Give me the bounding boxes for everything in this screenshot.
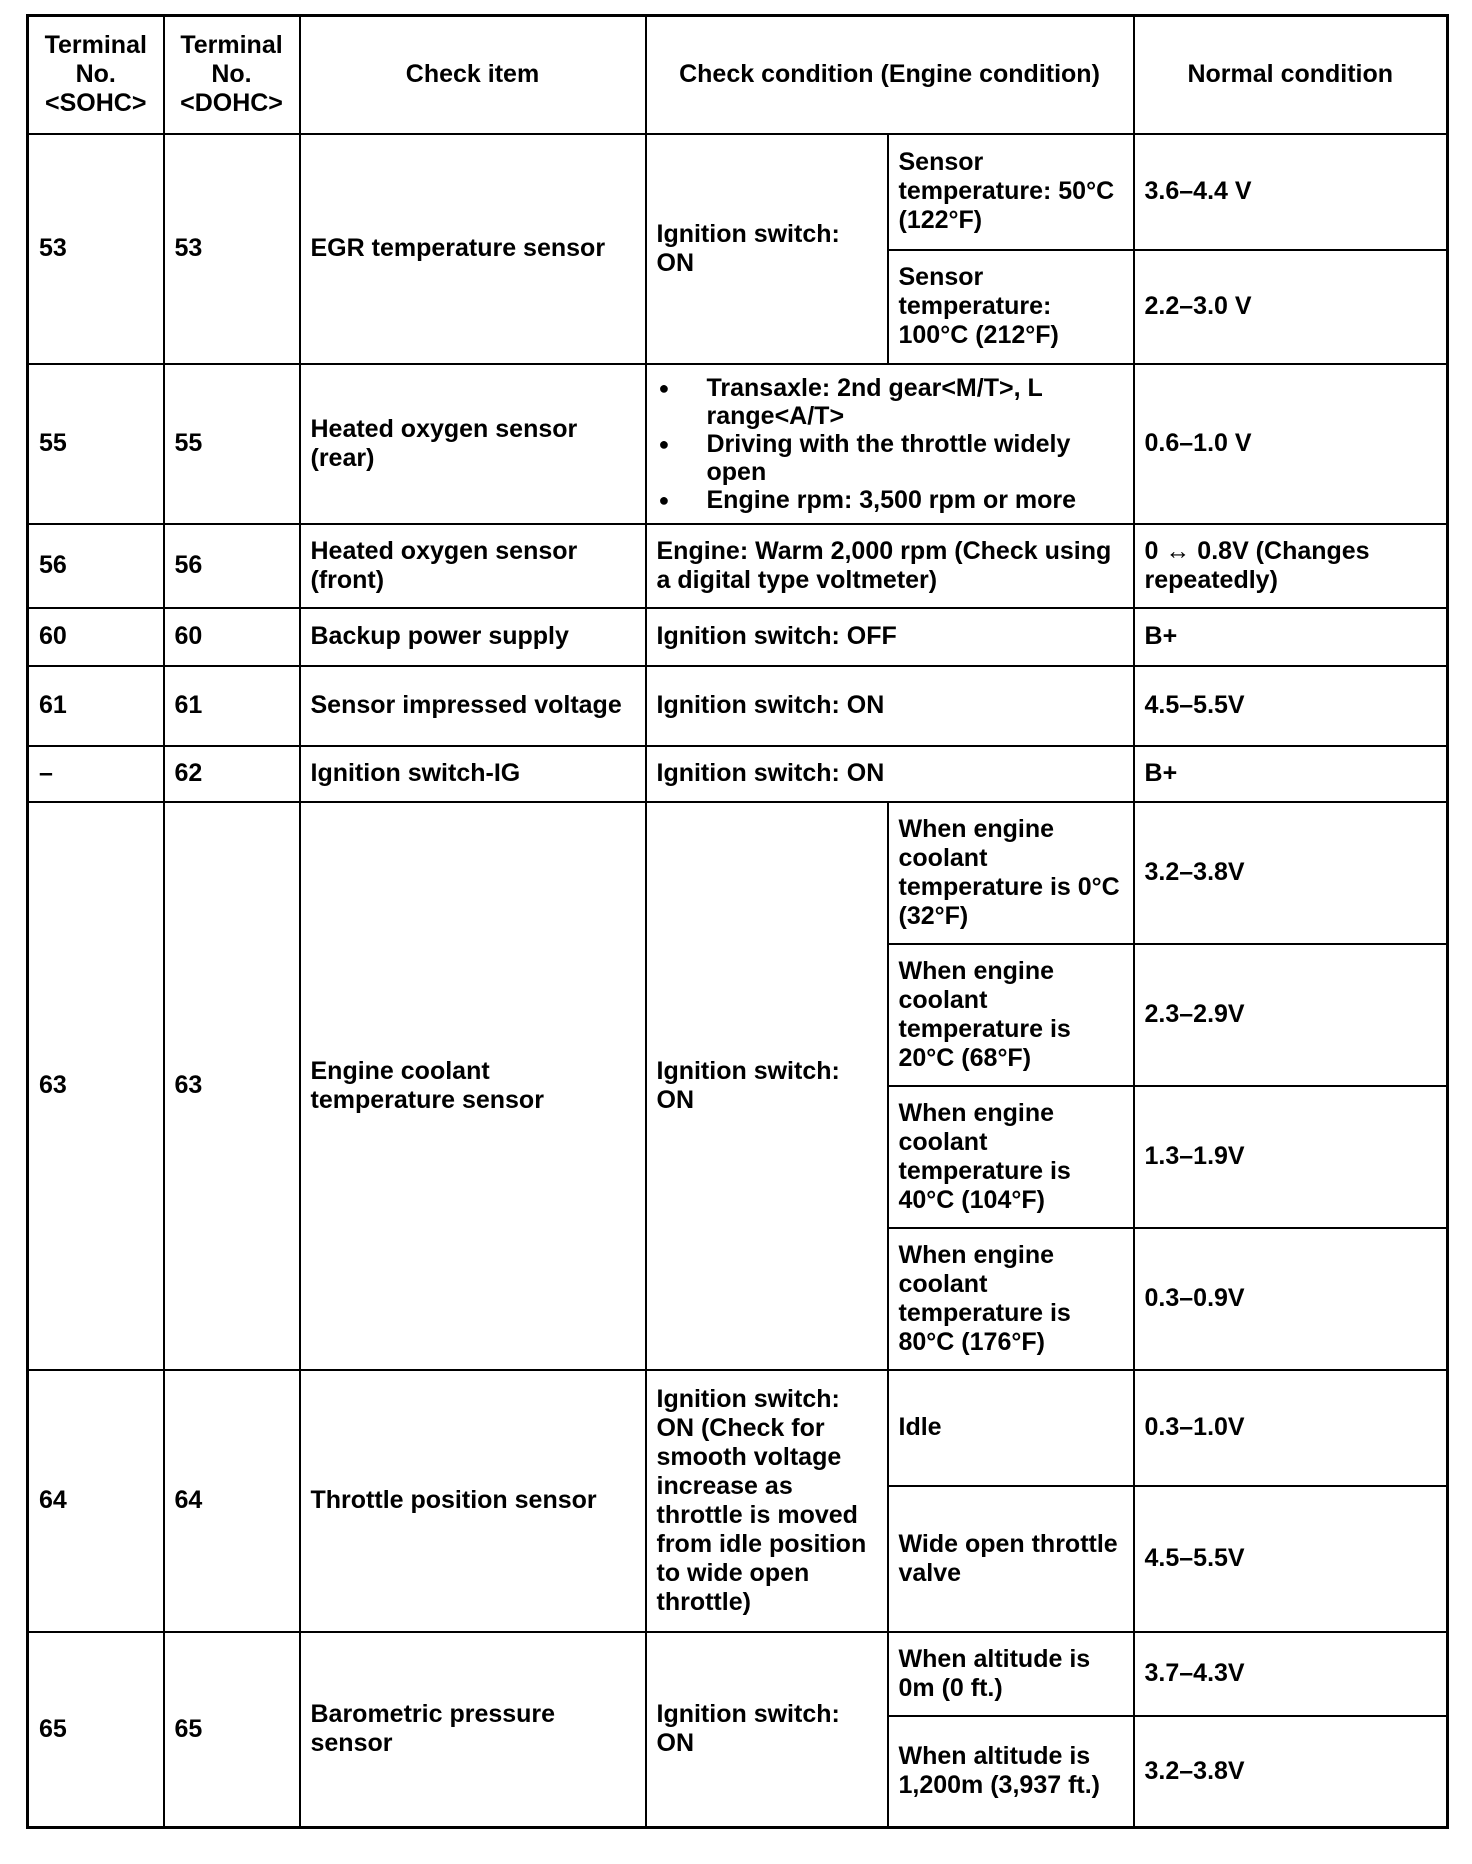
terminal-check-table <box>26 14 1449 1829</box>
sub-condition-cell: Wide open throttle valve <box>888 1486 1134 1632</box>
terminal-dohc-cell: 55 <box>164 364 300 524</box>
check-condition-cell: Ignition switch: ON <box>646 666 1134 746</box>
table-row <box>28 364 1448 524</box>
check-condition-cell: Ignition switch: OFF <box>646 608 1134 666</box>
terminal-dohc-cell: 56 <box>164 524 300 608</box>
check-condition-cell: Ignition switch: ON <box>646 802 888 1370</box>
terminal-dohc-cell: 65 <box>164 1632 300 1828</box>
terminal-sohc-cell: 65 <box>28 1632 164 1828</box>
normal-condition-cell: 3.2–3.8V <box>1134 802 1448 944</box>
header-check-item: Check item <box>300 16 646 134</box>
list-item: ● Driving with the throttle widely open <box>657 430 1123 486</box>
check-item-cell: EGR temperature sensor <box>300 134 646 364</box>
header-check-condition: Check condition (Engine condition) <box>646 16 1134 134</box>
terminal-sohc-cell: 55 <box>28 364 164 524</box>
check-item-cell: Heated oxygen sensor (rear) <box>300 364 646 524</box>
table-row <box>28 746 1448 802</box>
check-item-cell: Heated oxygen sensor (front) <box>300 524 646 608</box>
condition-bullet-list <box>657 374 1123 514</box>
list-item: ● Engine rpm: 3,500 rpm or more <box>657 486 1123 514</box>
sub-condition-cell: Sensor temperature: 100°C (212°F) <box>888 250 1134 364</box>
table-row <box>28 524 1448 608</box>
normal-condition-cell: 2.3–2.9V <box>1134 944 1448 1086</box>
sub-condition-cell: When altitude is 1,200m (3,937 ft.) <box>888 1716 1134 1828</box>
normal-condition-cell: 0.6–1.0 V <box>1134 364 1448 524</box>
normal-condition-cell: 4.5–5.5V <box>1134 666 1448 746</box>
table-row <box>28 1370 1448 1486</box>
check-condition-cell: Ignition switch: ON <box>646 134 888 364</box>
terminal-sohc-cell: 56 <box>28 524 164 608</box>
sub-condition-cell: When engine coolant temperature is 0°C (32°F) <box>888 802 1134 944</box>
normal-condition-cell: 0.3–1.0V <box>1134 1370 1448 1486</box>
sub-condition-cell: When altitude is 0m (0 ft.) <box>888 1632 1134 1716</box>
check-item-cell: Ignition switch-IG <box>300 746 646 802</box>
terminal-dohc-cell: 63 <box>164 802 300 1370</box>
normal-condition-cell: 3.2–3.8V <box>1134 1716 1448 1828</box>
check-item-cell: Sensor impressed voltage <box>300 666 646 746</box>
table-row <box>28 802 1448 944</box>
terminal-sohc-cell: 64 <box>28 1370 164 1632</box>
normal-condition-cell: 3.7–4.3V <box>1134 1632 1448 1716</box>
table-row <box>28 1632 1448 1716</box>
check-item-cell: Engine coolant temperature sensor <box>300 802 646 1370</box>
check-item-cell: Barometric pressure sensor <box>300 1632 646 1828</box>
terminal-sohc-cell: – <box>28 746 164 802</box>
header-normal-condition: Normal condition <box>1134 16 1448 134</box>
sub-condition-cell: Sensor temperature: 50°C (122°F) <box>888 134 1134 250</box>
terminal-dohc-cell: 64 <box>164 1370 300 1632</box>
terminal-sohc-cell: 60 <box>28 608 164 666</box>
check-condition-cell: Engine: Warm 2,000 rpm (Check using a digital type voltmeter) <box>646 524 1134 608</box>
check-condition-cell <box>646 364 1134 524</box>
normal-condition-cell: 2.2–3.0 V <box>1134 250 1448 364</box>
normal-condition-cell: B+ <box>1134 746 1448 802</box>
normal-condition-cell: 0 ↔ 0.8V (Changes repeatedly) <box>1134 524 1448 608</box>
table-header-row <box>28 16 1448 134</box>
normal-condition-cell: B+ <box>1134 608 1448 666</box>
normal-condition-cell: 4.5–5.5V <box>1134 1486 1448 1632</box>
terminal-dohc-cell: 60 <box>164 608 300 666</box>
table-row <box>28 608 1448 666</box>
header-terminal-sohc: Terminal No. <SOHC> <box>28 16 164 134</box>
check-condition-cell: Ignition switch: ON <box>646 1632 888 1828</box>
terminal-dohc-cell: 53 <box>164 134 300 364</box>
table-row <box>28 134 1448 250</box>
terminal-sohc-cell: 61 <box>28 666 164 746</box>
normal-condition-cell: 3.6–4.4 V <box>1134 134 1448 250</box>
sub-condition-cell: When engine coolant temperature is 40°C (104°F) <box>888 1086 1134 1228</box>
document-page <box>26 14 1446 1829</box>
check-item-cell: Throttle position sensor <box>300 1370 646 1632</box>
header-terminal-dohc: Terminal No. <DOHC> <box>164 16 300 134</box>
normal-condition-cell: 1.3–1.9V <box>1134 1086 1448 1228</box>
sub-condition-cell: Idle <box>888 1370 1134 1486</box>
check-condition-cell: Ignition switch: ON <box>646 746 1134 802</box>
table-row <box>28 666 1448 746</box>
terminal-sohc-cell: 53 <box>28 134 164 364</box>
terminal-dohc-cell: 62 <box>164 746 300 802</box>
normal-condition-cell: 0.3–0.9V <box>1134 1228 1448 1370</box>
check-item-cell: Backup power supply <box>300 608 646 666</box>
sub-condition-cell: When engine coolant temperature is 80°C (176°F) <box>888 1228 1134 1370</box>
list-item: ● Transaxle: 2nd gear<M/T>, L range<A/T> <box>657 374 1123 430</box>
sub-condition-cell: When engine coolant temperature is 20°C (68°F) <box>888 944 1134 1086</box>
check-condition-cell: Ignition switch: ON (Check for smooth voltage increase as throttle is moved from idle position to wide open throttle) <box>646 1370 888 1632</box>
terminal-dohc-cell: 61 <box>164 666 300 746</box>
terminal-sohc-cell: 63 <box>28 802 164 1370</box>
